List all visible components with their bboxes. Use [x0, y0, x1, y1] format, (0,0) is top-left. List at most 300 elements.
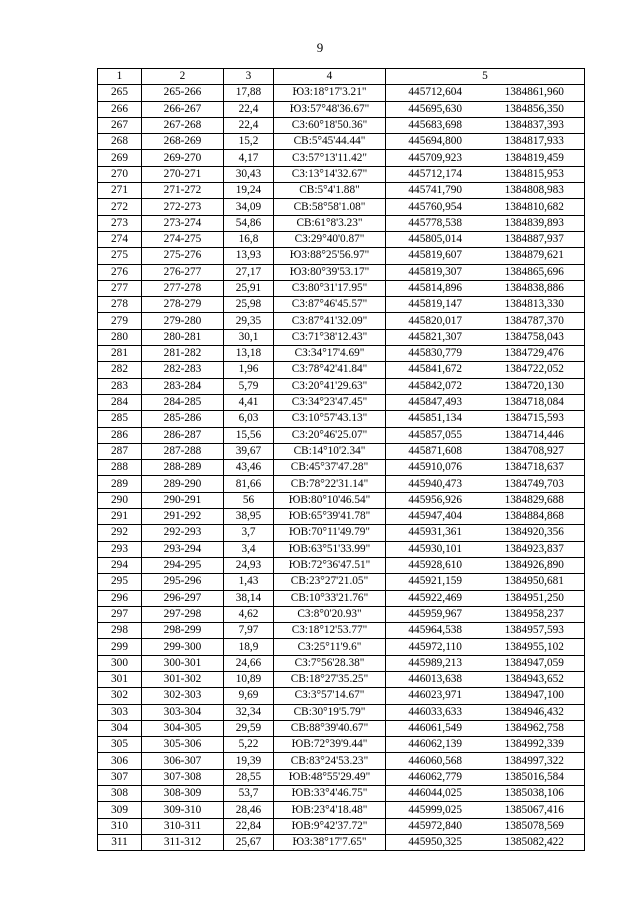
header-cell-1: 1	[98, 69, 142, 85]
cell-bearing: СВ:18°27'35.25"	[274, 671, 386, 687]
cell-bearing: ЮЗ:57°48'36.67"	[274, 101, 386, 117]
cell-coord-y: 1385016,584	[485, 769, 585, 785]
cell-segment: 280-281	[142, 329, 224, 345]
table-row	[98, 671, 585, 687]
cell-segment: 265-266	[142, 85, 224, 101]
cell-length: 30,43	[224, 166, 274, 182]
cell-point-number: 310	[98, 818, 142, 834]
cell-point-number: 280	[98, 329, 142, 345]
cell-coord-y: 1384950,681	[485, 574, 585, 590]
table-row	[98, 150, 585, 166]
cell-bearing: СВ:23°27'21.05"	[274, 574, 386, 590]
table-row	[98, 720, 585, 736]
table-row	[98, 606, 585, 622]
cell-coord-y: 1384839,893	[485, 215, 585, 231]
table-row	[98, 411, 585, 427]
cell-coord-x: 445950,325	[386, 834, 485, 850]
cell-length: 5,79	[224, 378, 274, 394]
cell-coord-x: 446061,549	[386, 720, 485, 736]
cell-coord-y: 1384946,432	[485, 704, 585, 720]
cell-coord-y: 1384865,696	[485, 264, 585, 280]
cell-coord-y: 1384715,593	[485, 411, 585, 427]
header-cell-4: 4	[274, 69, 386, 85]
cell-bearing: СЗ:3°57'14.67"	[274, 688, 386, 704]
cell-coord-y: 1384749,703	[485, 476, 585, 492]
cell-coord-y: 1384718,084	[485, 394, 585, 410]
cell-point-number: 302	[98, 688, 142, 704]
table-row	[98, 590, 585, 606]
cell-coord-y: 1384838,886	[485, 280, 585, 296]
cell-length: 53,7	[224, 786, 274, 802]
table-row	[98, 802, 585, 818]
cell-point-number: 271	[98, 183, 142, 199]
cell-coord-x: 445910,076	[386, 460, 485, 476]
cell-segment: 296-297	[142, 590, 224, 606]
cell-length: 54,86	[224, 215, 274, 231]
table-row	[98, 378, 585, 394]
cell-coord-x: 445712,174	[386, 166, 485, 182]
cell-point-number: 300	[98, 655, 142, 671]
cell-length: 39,67	[224, 443, 274, 459]
cell-bearing: СЗ:25°11'9.6"	[274, 639, 386, 655]
cell-bearing: СЗ:20°46'25.07"	[274, 427, 386, 443]
cell-point-number: 301	[98, 671, 142, 687]
cell-coord-x: 445956,926	[386, 492, 485, 508]
cell-segment: 286-287	[142, 427, 224, 443]
cell-length: 13,93	[224, 248, 274, 264]
cell-segment: 304-305	[142, 720, 224, 736]
cell-coord-x: 445922,469	[386, 590, 485, 606]
cell-coord-y: 1384943,652	[485, 671, 585, 687]
cell-point-number: 265	[98, 85, 142, 101]
cell-coord-x: 446062,779	[386, 769, 485, 785]
cell-coord-y: 1385082,422	[485, 834, 585, 850]
cell-segment: 307-308	[142, 769, 224, 785]
cell-length: 19,39	[224, 753, 274, 769]
cell-coord-x: 445972,110	[386, 639, 485, 655]
cell-bearing: СЗ:18°12'53.77"	[274, 623, 386, 639]
cell-length: 6,03	[224, 411, 274, 427]
cell-length: 22,4	[224, 117, 274, 133]
cell-point-number: 267	[98, 117, 142, 133]
cell-coord-y: 1384884,868	[485, 509, 585, 525]
cell-coord-x: 445819,147	[386, 297, 485, 313]
cell-coord-x: 445972,840	[386, 818, 485, 834]
cell-segment: 279-280	[142, 313, 224, 329]
header-cell-2: 2	[142, 69, 224, 85]
cell-length: 1,96	[224, 362, 274, 378]
cell-length: 25,67	[224, 834, 274, 850]
table-row	[98, 199, 585, 215]
cell-segment: 310-311	[142, 818, 224, 834]
cell-length: 22,84	[224, 818, 274, 834]
cell-bearing: СЗ:87°46'45.57"	[274, 297, 386, 313]
table-row	[98, 183, 585, 199]
cell-coord-y: 1384837,393	[485, 117, 585, 133]
cell-coord-x: 445709,923	[386, 150, 485, 166]
cell-bearing: СЗ:8°0'20.93"	[274, 606, 386, 622]
cell-coord-y: 1384920,356	[485, 525, 585, 541]
table-row	[98, 394, 585, 410]
cell-coord-y: 1384957,593	[485, 623, 585, 639]
cell-segment: 301-302	[142, 671, 224, 687]
table-row	[98, 557, 585, 573]
cell-point-number: 279	[98, 313, 142, 329]
cell-coord-x: 445841,672	[386, 362, 485, 378]
cell-bearing: СЗ:13°14'32.67"	[274, 166, 386, 182]
cell-bearing: СВ:61°8'3.23"	[274, 215, 386, 231]
cell-coord-x: 445821,307	[386, 329, 485, 345]
table-row	[98, 525, 585, 541]
cell-point-number: 308	[98, 786, 142, 802]
cell-point-number: 307	[98, 769, 142, 785]
cell-point-number: 285	[98, 411, 142, 427]
table-row	[98, 541, 585, 557]
table-row	[98, 818, 585, 834]
cell-coord-y: 1384926,890	[485, 557, 585, 573]
cell-length: 4,17	[224, 150, 274, 166]
cell-length: 38,14	[224, 590, 274, 606]
cell-coord-x: 446023,971	[386, 688, 485, 704]
header-cell-3: 3	[224, 69, 274, 85]
cell-segment: 306-307	[142, 753, 224, 769]
cell-coord-x: 445741,790	[386, 183, 485, 199]
table-row	[98, 769, 585, 785]
cell-coord-y: 1384879,621	[485, 248, 585, 264]
cell-point-number: 274	[98, 231, 142, 247]
cell-point-number: 303	[98, 704, 142, 720]
cell-coord-x: 445959,967	[386, 606, 485, 622]
cell-coord-x: 445683,698	[386, 117, 485, 133]
cell-bearing: СВ:5°45'44.44"	[274, 134, 386, 150]
cell-coord-x: 445820,017	[386, 313, 485, 329]
cell-coord-x: 445857,055	[386, 427, 485, 443]
cell-coord-x: 445847,493	[386, 394, 485, 410]
page-number: 9	[316, 40, 324, 55]
cell-segment: 283-284	[142, 378, 224, 394]
cell-point-number: 272	[98, 199, 142, 215]
table-row	[98, 623, 585, 639]
cell-length: 25,91	[224, 280, 274, 296]
table-row	[98, 476, 585, 492]
cell-point-number: 286	[98, 427, 142, 443]
table-row	[98, 704, 585, 720]
cell-segment: 271-272	[142, 183, 224, 199]
cell-segment: 277-278	[142, 280, 224, 296]
table-row	[98, 231, 585, 247]
cell-coord-x: 445930,101	[386, 541, 485, 557]
cell-coord-y: 1384887,937	[485, 231, 585, 247]
cell-coord-y: 1385067,416	[485, 802, 585, 818]
cell-segment: 274-275	[142, 231, 224, 247]
cell-segment: 298-299	[142, 623, 224, 639]
cell-bearing: СВ:45°37'47.28"	[274, 460, 386, 476]
cell-coord-y: 1384947,059	[485, 655, 585, 671]
cell-bearing: ЮЗ:88°25'56.97"	[274, 248, 386, 264]
table-row	[98, 786, 585, 802]
cell-point-number: 283	[98, 378, 142, 394]
table-row	[98, 492, 585, 508]
cell-bearing: ЮВ:23°4'18.48"	[274, 802, 386, 818]
cell-bearing: СЗ:57°13'11.42"	[274, 150, 386, 166]
table-row	[98, 280, 585, 296]
cell-coord-y: 1384829,688	[485, 492, 585, 508]
cell-point-number: 276	[98, 264, 142, 280]
cell-point-number: 270	[98, 166, 142, 182]
cell-coord-y: 1384817,933	[485, 134, 585, 150]
cell-length: 28,55	[224, 769, 274, 785]
cell-coord-x: 445940,473	[386, 476, 485, 492]
table-row	[98, 85, 585, 101]
cell-segment: 287-288	[142, 443, 224, 459]
cell-point-number: 305	[98, 737, 142, 753]
cell-segment: 285-286	[142, 411, 224, 427]
cell-point-number: 298	[98, 623, 142, 639]
cell-segment: 288-289	[142, 460, 224, 476]
cell-coord-x: 446013,638	[386, 671, 485, 687]
cell-segment: 308-309	[142, 786, 224, 802]
cell-bearing: ЮЗ:18°17'3.21"	[274, 85, 386, 101]
cell-bearing: СВ:88°39'40.67"	[274, 720, 386, 736]
cell-bearing: ЮВ:63°51'33.99"	[274, 541, 386, 557]
cell-length: 38,95	[224, 509, 274, 525]
table-body	[98, 69, 585, 851]
cell-length: 7,97	[224, 623, 274, 639]
cell-coord-y: 1384815,953	[485, 166, 585, 182]
cell-coord-x: 446062,139	[386, 737, 485, 753]
cell-segment: 299-300	[142, 639, 224, 655]
cell-coord-y: 1384708,927	[485, 443, 585, 459]
cell-point-number: 282	[98, 362, 142, 378]
cell-bearing: СЗ:34°23'47.45"	[274, 394, 386, 410]
cell-segment: 300-301	[142, 655, 224, 671]
cell-bearing: СВ:10°33'21.76"	[274, 590, 386, 606]
table-row	[98, 427, 585, 443]
table-row	[98, 101, 585, 117]
cell-length: 5,22	[224, 737, 274, 753]
cell-segment: 290-291	[142, 492, 224, 508]
header-cell-5: 5	[386, 69, 585, 85]
cell-coord-x: 445814,896	[386, 280, 485, 296]
cell-point-number: 297	[98, 606, 142, 622]
cell-coord-y: 1384808,983	[485, 183, 585, 199]
cell-bearing: СВ:30°19'5.79"	[274, 704, 386, 720]
cell-segment: 267-268	[142, 117, 224, 133]
table-row	[98, 134, 585, 150]
cell-length: 15,2	[224, 134, 274, 150]
cell-bearing: ЮВ:80°10'46.54"	[274, 492, 386, 508]
cell-coord-y: 1384951,250	[485, 590, 585, 606]
cell-length: 24,93	[224, 557, 274, 573]
cell-length: 4,62	[224, 606, 274, 622]
cell-coord-x: 445871,608	[386, 443, 485, 459]
table-row	[98, 362, 585, 378]
cell-bearing: СЗ:60°18'50.36"	[274, 117, 386, 133]
table-row	[98, 737, 585, 753]
table-row	[98, 655, 585, 671]
cell-bearing: СЗ:80°31'17.95"	[274, 280, 386, 296]
cell-coord-y: 1384819,459	[485, 150, 585, 166]
cell-segment: 305-306	[142, 737, 224, 753]
cell-length: 18,9	[224, 639, 274, 655]
cell-coord-y: 1384958,237	[485, 606, 585, 622]
cell-point-number: 289	[98, 476, 142, 492]
cell-length: 19,24	[224, 183, 274, 199]
cell-coord-y: 1384758,043	[485, 329, 585, 345]
cell-bearing: СВ:58°58'1.08"	[274, 199, 386, 215]
cell-coord-y: 1384861,960	[485, 85, 585, 101]
cell-bearing: ЮВ:72°36'47.51"	[274, 557, 386, 573]
cell-point-number: 293	[98, 541, 142, 557]
cell-point-number: 273	[98, 215, 142, 231]
cell-point-number: 309	[98, 802, 142, 818]
cell-coord-x: 445712,604	[386, 85, 485, 101]
cell-point-number: 284	[98, 394, 142, 410]
cell-length: 4,41	[224, 394, 274, 410]
cell-bearing: СВ:14°10'2.34"	[274, 443, 386, 459]
cell-coord-y: 1384947,100	[485, 688, 585, 704]
cell-length: 81,66	[224, 476, 274, 492]
cell-bearing: ЮВ:72°39'9.44"	[274, 737, 386, 753]
cell-length: 17,88	[224, 85, 274, 101]
cell-point-number: 294	[98, 557, 142, 573]
cell-coord-x: 445851,134	[386, 411, 485, 427]
cell-point-number: 288	[98, 460, 142, 476]
cell-coord-x: 445931,361	[386, 525, 485, 541]
cell-bearing: СЗ:20°41'29.63"	[274, 378, 386, 394]
cell-length: 24,66	[224, 655, 274, 671]
cell-length: 15,56	[224, 427, 274, 443]
cell-bearing: СЗ:29°40'0.87"	[274, 231, 386, 247]
cell-coord-y: 1384810,682	[485, 199, 585, 215]
cell-coord-y: 1385038,106	[485, 786, 585, 802]
table-row	[98, 443, 585, 459]
cell-length: 27,17	[224, 264, 274, 280]
cell-bearing: ЮВ:65°39'41.78"	[274, 509, 386, 525]
cell-bearing: СВ:78°22'31.14"	[274, 476, 386, 492]
cell-point-number: 299	[98, 639, 142, 655]
cell-coord-x: 445694,800	[386, 134, 485, 150]
table-row	[98, 639, 585, 655]
cell-coord-y: 1385078,569	[485, 818, 585, 834]
table-row	[98, 753, 585, 769]
cell-bearing: ЮВ:9°42'37.72"	[274, 818, 386, 834]
cell-length: 13,18	[224, 346, 274, 362]
cell-segment: 278-279	[142, 297, 224, 313]
cell-coord-y: 1384813,330	[485, 297, 585, 313]
table-row	[98, 834, 585, 850]
cell-coord-y: 1384714,446	[485, 427, 585, 443]
table-row	[98, 264, 585, 280]
header-row	[98, 69, 585, 85]
cell-length: 29,35	[224, 313, 274, 329]
cell-coord-x: 445760,954	[386, 199, 485, 215]
cell-length: 30,1	[224, 329, 274, 345]
cell-segment: 270-271	[142, 166, 224, 182]
table-row	[98, 688, 585, 704]
table-row	[98, 460, 585, 476]
cell-point-number: 296	[98, 590, 142, 606]
cell-coord-x: 445999,025	[386, 802, 485, 818]
table-row	[98, 313, 585, 329]
cell-length: 3,7	[224, 525, 274, 541]
cell-coord-x: 445928,610	[386, 557, 485, 573]
cell-coord-y: 1384962,758	[485, 720, 585, 736]
cell-point-number: 306	[98, 753, 142, 769]
cell-bearing: ЮВ:48°55'29.49"	[274, 769, 386, 785]
cell-segment: 289-290	[142, 476, 224, 492]
cell-length: 34,09	[224, 199, 274, 215]
cell-point-number: 268	[98, 134, 142, 150]
table-row	[98, 346, 585, 362]
cell-length: 32,34	[224, 704, 274, 720]
cell-bearing: СЗ:7°56'28.38"	[274, 655, 386, 671]
cell-coord-x: 445805,014	[386, 231, 485, 247]
cell-segment: 282-283	[142, 362, 224, 378]
cell-coord-y: 1384856,350	[485, 101, 585, 117]
cell-coord-x: 446060,568	[386, 753, 485, 769]
cell-coord-x: 445819,307	[386, 264, 485, 280]
cell-coord-x: 445989,213	[386, 655, 485, 671]
cell-bearing: СЗ:71°38'12.43"	[274, 329, 386, 345]
cell-segment: 297-298	[142, 606, 224, 622]
cell-bearing: ЮВ:33°4'46.75"	[274, 786, 386, 802]
table-row	[98, 297, 585, 313]
cell-segment: 276-277	[142, 264, 224, 280]
table-row	[98, 215, 585, 231]
cell-coord-x: 445778,538	[386, 215, 485, 231]
table-row	[98, 329, 585, 345]
cell-segment: 302-303	[142, 688, 224, 704]
cell-bearing: СЗ:87°41'32.09"	[274, 313, 386, 329]
cell-coord-y: 1384787,370	[485, 313, 585, 329]
cell-bearing: СЗ:34°17'4.69"	[274, 346, 386, 362]
cell-bearing: ЮЗ:80°39'53.17"	[274, 264, 386, 280]
cell-coord-x: 445830,779	[386, 346, 485, 362]
cell-segment: 295-296	[142, 574, 224, 590]
cell-point-number: 292	[98, 525, 142, 541]
cell-length: 29,59	[224, 720, 274, 736]
cell-length: 9,69	[224, 688, 274, 704]
table-row	[98, 248, 585, 264]
cell-segment: 273-274	[142, 215, 224, 231]
cell-point-number: 295	[98, 574, 142, 590]
table-row	[98, 166, 585, 182]
table-row	[98, 574, 585, 590]
cell-coord-y: 1384720,130	[485, 378, 585, 394]
cell-coord-x: 445842,072	[386, 378, 485, 394]
cell-coord-x: 446033,633	[386, 704, 485, 720]
cell-segment: 269-270	[142, 150, 224, 166]
cell-bearing: СВ:5°4'1.88"	[274, 183, 386, 199]
cell-length: 43,46	[224, 460, 274, 476]
cell-segment: 309-310	[142, 802, 224, 818]
cell-segment: 311-312	[142, 834, 224, 850]
cell-length: 10,89	[224, 671, 274, 687]
cell-segment: 268-269	[142, 134, 224, 150]
cell-point-number: 266	[98, 101, 142, 117]
cell-coord-y: 1384729,476	[485, 346, 585, 362]
cell-length: 3,4	[224, 541, 274, 557]
cell-point-number: 281	[98, 346, 142, 362]
cell-point-number: 290	[98, 492, 142, 508]
cell-segment: 266-267	[142, 101, 224, 117]
cell-segment: 272-273	[142, 199, 224, 215]
cell-coord-x: 446044,025	[386, 786, 485, 802]
cell-point-number: 269	[98, 150, 142, 166]
cell-point-number: 287	[98, 443, 142, 459]
cell-segment: 281-282	[142, 346, 224, 362]
